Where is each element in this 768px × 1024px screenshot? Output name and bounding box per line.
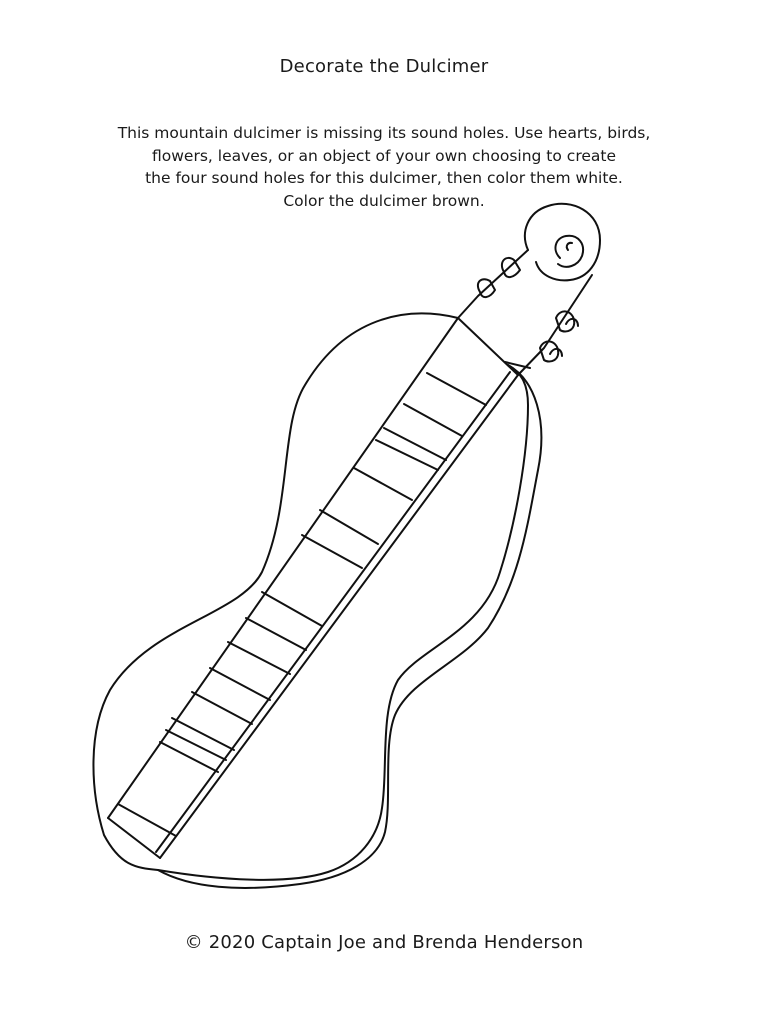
scroll-curl [555, 236, 583, 267]
fret-line [376, 440, 438, 470]
scroll-inner [567, 243, 572, 250]
peghead-left [458, 250, 528, 318]
fret-line [427, 373, 486, 405]
fret-line [210, 668, 270, 700]
fretboard-center-line [156, 372, 510, 852]
fret-line [246, 618, 306, 650]
tuning-peg [566, 319, 578, 326]
page-title: Decorate the Dulcimer [279, 56, 489, 77]
fret-line [320, 510, 378, 544]
fretboard-right-edge [160, 375, 518, 858]
fret-line [404, 404, 462, 436]
fret-line [228, 642, 290, 674]
fret-line [302, 535, 362, 568]
nut-line [458, 318, 518, 375]
fret-line [384, 428, 446, 460]
copyright-text: © 2020 Captain Joe and Brenda Henderson [184, 932, 584, 953]
instructions-line: Color the dulcimer brown. [283, 191, 485, 210]
instructions-line: This mountain dulcimer is missing its sound holes. Use hearts, birds, [117, 124, 651, 142]
fret-line [262, 592, 322, 626]
scroll-outline [525, 204, 600, 281]
dulcimer-body-outline [93, 313, 528, 879]
fret-line [192, 692, 252, 724]
instructions-line: the four sound holes for this dulcimer, then color them white. [145, 169, 623, 187]
fret-line [172, 718, 234, 750]
fret-line [160, 742, 218, 772]
instructions-line: flowers, leaves, or an object of your own choosing to create [152, 146, 616, 165]
fret-line [354, 468, 412, 500]
tuning-peg [550, 349, 562, 356]
fret-line [166, 730, 226, 760]
tuning-peg [540, 341, 558, 361]
dulcimer-body-edge [158, 365, 541, 888]
